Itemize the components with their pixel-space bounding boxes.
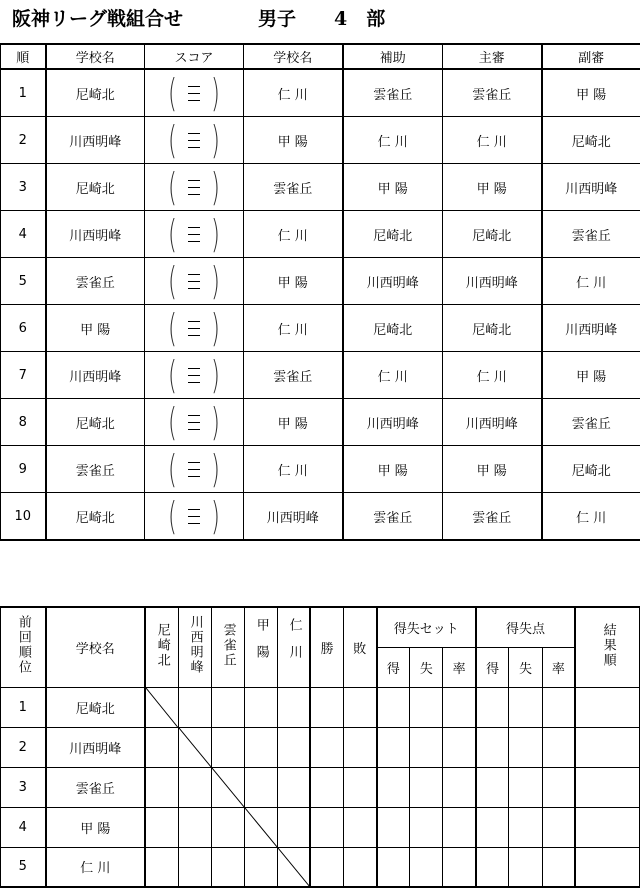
school-cell: 雲雀丘 <box>46 767 145 807</box>
sub-referee-cell: 仁 川 <box>542 493 640 541</box>
sets-gain-cell <box>377 807 410 847</box>
header-sets-lose: 失 <box>410 647 443 687</box>
header-sets-gain: 得 <box>377 647 410 687</box>
sets-lose-cell <box>410 687 443 727</box>
sets-gain-cell <box>377 847 410 887</box>
score-dash-1 <box>188 415 200 416</box>
match-result-cell <box>244 727 277 767</box>
team1-cell: 川西明峰 <box>46 352 145 399</box>
sub-referee-cell: 尼崎北 <box>542 117 640 164</box>
sub-referee-cell: 甲 陽 <box>542 352 640 399</box>
team2-cell: 仁 川 <box>244 211 343 258</box>
header-team1: 学校名 <box>46 44 145 69</box>
team2-cell: 甲 陽 <box>244 258 343 305</box>
chief-referee-cell: 尼崎北 <box>443 211 542 258</box>
assist-cell: 川西明峰 <box>343 258 443 305</box>
team2-cell: 雲雀丘 <box>244 164 343 211</box>
score-dash-2 <box>188 93 200 94</box>
score-dash-2 <box>188 281 200 282</box>
order-cell: 9 <box>1 446 46 493</box>
schedule-row <box>1 117 640 164</box>
right-paren-glyph: ) <box>210 353 220 397</box>
chief-referee-cell: 仁 川 <box>443 117 542 164</box>
header-opp-5: 仁川 <box>277 607 310 687</box>
league-title: 阪神リーグ戦組合せ <box>12 8 184 30</box>
sets-ratio-cell <box>443 767 476 807</box>
self-match-cell <box>244 807 277 847</box>
order-cell: 10 <box>1 493 46 541</box>
order-cell: 3 <box>1 164 46 211</box>
sets-gain-cell <box>377 727 410 767</box>
losses-cell <box>343 727 376 767</box>
self-match-cell <box>145 687 178 727</box>
sets-lose-cell <box>410 807 443 847</box>
score-dash-1 <box>188 509 200 510</box>
points-ratio-cell <box>542 767 575 807</box>
team1-cell: 尼崎北 <box>46 69 145 117</box>
score-dashes <box>188 227 200 242</box>
team2-cell: 雲雀丘 <box>244 352 343 399</box>
assist-cell: 仁 川 <box>343 117 443 164</box>
points-ratio-cell <box>542 847 575 887</box>
score-dash-3 <box>188 100 200 101</box>
score-dash-2 <box>188 422 200 423</box>
schedule-row <box>1 446 640 493</box>
order-cell: 8 <box>1 399 46 446</box>
order-cell: 2 <box>1 117 46 164</box>
schedule-row <box>1 69 640 117</box>
match-result-cell <box>277 727 310 767</box>
team1-cell: 尼崎北 <box>46 164 145 211</box>
score-dash-1 <box>188 368 200 369</box>
result-rank-cell <box>575 767 639 807</box>
sub-referee-cell: 川西明峰 <box>542 164 640 211</box>
sets-gain-cell <box>377 687 410 727</box>
sets-ratio-cell <box>443 727 476 767</box>
schedule-header-row <box>1 44 640 69</box>
header-points-lose: 失 <box>509 647 542 687</box>
score-dash-3 <box>188 335 200 336</box>
score-dashes <box>188 462 200 477</box>
score-dash-3 <box>188 241 200 242</box>
left-paren-glyph: ( <box>168 212 178 256</box>
match-result-cell <box>277 767 310 807</box>
match-result-cell <box>244 767 277 807</box>
match-result-cell <box>277 687 310 727</box>
header-school: 学校名 <box>46 607 145 687</box>
match-result-cell <box>277 807 310 847</box>
score-dashes <box>188 86 200 101</box>
wins-cell <box>310 847 343 887</box>
header-opp-4: 甲陽 <box>244 607 277 687</box>
points-ratio-cell <box>542 687 575 727</box>
score-dashes <box>188 274 200 289</box>
left-paren-glyph: ( <box>168 165 178 209</box>
score-dash-2 <box>188 140 200 141</box>
schedule-row <box>1 211 640 258</box>
score-dash-2 <box>188 469 200 470</box>
team2-cell: 仁 川 <box>244 305 343 352</box>
order-cell: 6 <box>1 305 46 352</box>
header-win: 勝 <box>310 607 343 687</box>
sets-ratio-cell <box>443 687 476 727</box>
match-result-cell <box>178 847 211 887</box>
right-paren-glyph: ) <box>210 306 220 350</box>
result-rank-cell <box>575 807 639 847</box>
left-paren-glyph: ( <box>168 259 178 303</box>
diagonal-slash <box>245 808 277 847</box>
right-paren-glyph: ) <box>210 259 220 303</box>
losses-cell <box>343 807 376 847</box>
left-paren-glyph: ( <box>168 353 178 397</box>
assist-cell: 仁 川 <box>343 352 443 399</box>
sub-referee-cell: 甲 陽 <box>542 69 640 117</box>
result-rank-cell <box>575 687 639 727</box>
schedule-row <box>1 164 640 211</box>
chief-referee-cell: 甲 陽 <box>443 446 542 493</box>
team1-cell: 川西明峰 <box>46 117 145 164</box>
diagonal-slash <box>146 688 178 727</box>
header-points-group: 得失点 <box>476 607 575 647</box>
score-dash-1 <box>188 86 200 87</box>
score-dash-3 <box>188 194 200 195</box>
left-paren-glyph: ( <box>168 447 178 491</box>
team2-cell: 甲 陽 <box>244 117 343 164</box>
team1-cell: 雲雀丘 <box>46 258 145 305</box>
header-assist: 補助 <box>343 44 443 69</box>
score-dash-1 <box>188 227 200 228</box>
score-cell <box>145 493 244 541</box>
points-gain-cell <box>476 687 509 727</box>
chief-referee-cell: 川西明峰 <box>443 399 542 446</box>
header-loss: 敗 <box>343 607 376 687</box>
team2-cell: 甲 陽 <box>244 399 343 446</box>
score-dashes <box>188 415 200 430</box>
prev-rank-cell: 5 <box>1 847 46 887</box>
self-match-cell <box>277 847 310 887</box>
sub-referee-cell: 雲雀丘 <box>542 211 640 258</box>
assist-cell: 尼崎北 <box>343 211 443 258</box>
points-ratio-cell <box>542 807 575 847</box>
schedule-row <box>1 493 640 541</box>
score-cell <box>145 69 244 117</box>
wins-cell <box>310 687 343 727</box>
score-dash-2 <box>188 516 200 517</box>
team1-cell: 尼崎北 <box>46 399 145 446</box>
wins-cell <box>310 767 343 807</box>
chief-referee-cell: 甲 陽 <box>443 164 542 211</box>
team2-cell: 仁 川 <box>244 69 343 117</box>
prev-rank-cell: 2 <box>1 727 46 767</box>
match-result-cell <box>244 847 277 887</box>
score-dash-3 <box>188 476 200 477</box>
diagonal-slash <box>179 728 211 767</box>
sub-referee-cell: 仁 川 <box>542 258 640 305</box>
chief-referee-cell: 尼崎北 <box>443 305 542 352</box>
chief-referee-cell: 雲雀丘 <box>443 69 542 117</box>
score-dash-1 <box>188 180 200 181</box>
prev-rank-cell: 1 <box>1 687 46 727</box>
score-dash-1 <box>188 321 200 322</box>
schedule-row <box>1 258 640 305</box>
assist-cell: 尼崎北 <box>343 305 443 352</box>
diagonal-slash <box>278 848 310 887</box>
chief-referee-cell: 川西明峰 <box>443 258 542 305</box>
standings-header-row-1 <box>1 607 640 647</box>
standings-row <box>1 767 640 807</box>
left-paren-glyph: ( <box>168 494 178 538</box>
team1-cell: 尼崎北 <box>46 493 145 541</box>
sub-referee-cell: 雲雀丘 <box>542 399 640 446</box>
chief-referee-cell: 雲雀丘 <box>443 493 542 541</box>
score-dash-2 <box>188 328 200 329</box>
sets-ratio-cell <box>443 807 476 847</box>
sub-referee-cell: 川西明峰 <box>542 305 640 352</box>
sets-gain-cell <box>377 767 410 807</box>
header-team2: 学校名 <box>244 44 343 69</box>
result-rank-cell <box>575 727 639 767</box>
match-result-cell <box>178 767 211 807</box>
header-opp-3: 雲雀丘 <box>211 607 244 687</box>
left-paren-glyph: ( <box>168 400 178 444</box>
match-result-cell <box>211 687 244 727</box>
score-dashes <box>188 368 200 383</box>
standings-row <box>1 807 640 847</box>
self-match-cell <box>211 767 244 807</box>
school-cell: 仁 川 <box>46 847 145 887</box>
score-cell <box>145 117 244 164</box>
right-paren-glyph: ) <box>210 400 220 444</box>
score-dash-2 <box>188 187 200 188</box>
team1-cell: 雲雀丘 <box>46 446 145 493</box>
schedule-row <box>1 352 640 399</box>
order-cell: 4 <box>1 211 46 258</box>
score-dashes <box>188 133 200 148</box>
points-lose-cell <box>509 727 542 767</box>
right-paren-glyph: ) <box>210 165 220 209</box>
match-result-cell <box>145 847 178 887</box>
team2-cell: 川西明峰 <box>244 493 343 541</box>
schedule-row <box>1 399 640 446</box>
right-paren-glyph: ) <box>210 212 220 256</box>
score-dash-1 <box>188 462 200 463</box>
match-result-cell <box>211 807 244 847</box>
order-cell: 7 <box>1 352 46 399</box>
team1-cell: 川西明峰 <box>46 211 145 258</box>
losses-cell <box>343 847 376 887</box>
score-dash-3 <box>188 429 200 430</box>
chief-referee-cell: 仁 川 <box>443 352 542 399</box>
points-gain-cell <box>476 807 509 847</box>
score-dash-1 <box>188 133 200 134</box>
score-dash-3 <box>188 523 200 524</box>
losses-cell <box>343 687 376 727</box>
header-score: スコア <box>145 44 244 69</box>
match-result-cell <box>145 807 178 847</box>
sets-lose-cell <box>410 847 443 887</box>
diagonal-slash <box>212 768 244 807</box>
right-paren-glyph: ) <box>210 447 220 491</box>
self-match-cell <box>178 727 211 767</box>
right-paren-glyph: ) <box>210 494 220 538</box>
score-cell <box>145 258 244 305</box>
header-chief-referee: 主審 <box>443 44 542 69</box>
header-sub-referee: 副審 <box>542 44 640 69</box>
match-result-cell <box>178 687 211 727</box>
header-order: 順 <box>1 44 46 69</box>
schedule-row <box>1 305 640 352</box>
school-cell: 甲 陽 <box>46 807 145 847</box>
assist-cell: 甲 陽 <box>343 446 443 493</box>
score-cell <box>145 305 244 352</box>
score-dash-2 <box>188 234 200 235</box>
assist-cell: 甲 陽 <box>343 164 443 211</box>
score-cell <box>145 352 244 399</box>
sets-lose-cell <box>410 727 443 767</box>
score-dash-3 <box>188 147 200 148</box>
school-cell: 川西明峰 <box>46 727 145 767</box>
standings-row <box>1 727 640 767</box>
match-result-cell <box>211 847 244 887</box>
team2-cell: 仁 川 <box>244 446 343 493</box>
sub-referee-cell: 尼崎北 <box>542 446 640 493</box>
header-points-ratio: 率 <box>542 647 575 687</box>
points-gain-cell <box>476 727 509 767</box>
score-cell <box>145 211 244 258</box>
header-prev-rank: 前回順位 <box>1 607 46 687</box>
wins-cell <box>310 807 343 847</box>
schedule-table <box>0 43 640 541</box>
standings-row <box>1 687 640 727</box>
score-cell <box>145 399 244 446</box>
standings-table <box>0 606 640 888</box>
school-cell: 尼崎北 <box>46 687 145 727</box>
header-points-gain: 得 <box>476 647 509 687</box>
points-lose-cell <box>509 767 542 807</box>
left-paren-glyph: ( <box>168 118 178 162</box>
score-cell <box>145 164 244 211</box>
team1-cell: 甲 陽 <box>46 305 145 352</box>
result-rank-cell <box>575 847 639 887</box>
score-dash-3 <box>188 288 200 289</box>
points-lose-cell <box>509 687 542 727</box>
losses-cell <box>343 767 376 807</box>
sets-lose-cell <box>410 767 443 807</box>
match-result-cell <box>244 687 277 727</box>
order-cell: 5 <box>1 258 46 305</box>
standings-row <box>1 847 640 887</box>
header-result: 結果順 <box>575 607 639 687</box>
match-result-cell <box>178 807 211 847</box>
score-dash-1 <box>188 274 200 275</box>
header-sets-ratio: 率 <box>443 647 476 687</box>
points-lose-cell <box>509 847 542 887</box>
sets-ratio-cell <box>443 847 476 887</box>
right-paren-glyph: ) <box>210 71 220 115</box>
left-paren-glyph: ( <box>168 306 178 350</box>
assist-cell: 雲雀丘 <box>343 69 443 117</box>
points-gain-cell <box>476 847 509 887</box>
header-sets-group: 得失セット <box>377 607 476 647</box>
prev-rank-cell: 4 <box>1 807 46 847</box>
assist-cell: 川西明峰 <box>343 399 443 446</box>
score-dash-3 <box>188 382 200 383</box>
score-dash-2 <box>188 375 200 376</box>
match-result-cell <box>145 767 178 807</box>
division-title: 男子 4 部 <box>258 8 386 30</box>
score-dashes <box>188 509 200 524</box>
right-paren-glyph: ) <box>210 118 220 162</box>
order-cell: 1 <box>1 69 46 117</box>
left-paren-glyph: ( <box>168 71 178 115</box>
points-lose-cell <box>509 807 542 847</box>
header-opp-1: 尼崎北 <box>145 607 178 687</box>
match-result-cell <box>145 727 178 767</box>
match-result-cell <box>211 727 244 767</box>
prev-rank-cell: 3 <box>1 767 46 807</box>
points-gain-cell <box>476 767 509 807</box>
wins-cell <box>310 727 343 767</box>
points-ratio-cell <box>542 727 575 767</box>
score-dashes <box>188 321 200 336</box>
score-cell <box>145 446 244 493</box>
assist-cell: 雲雀丘 <box>343 493 443 541</box>
score-dashes <box>188 180 200 195</box>
header-opp-2: 川西明峰 <box>178 607 211 687</box>
